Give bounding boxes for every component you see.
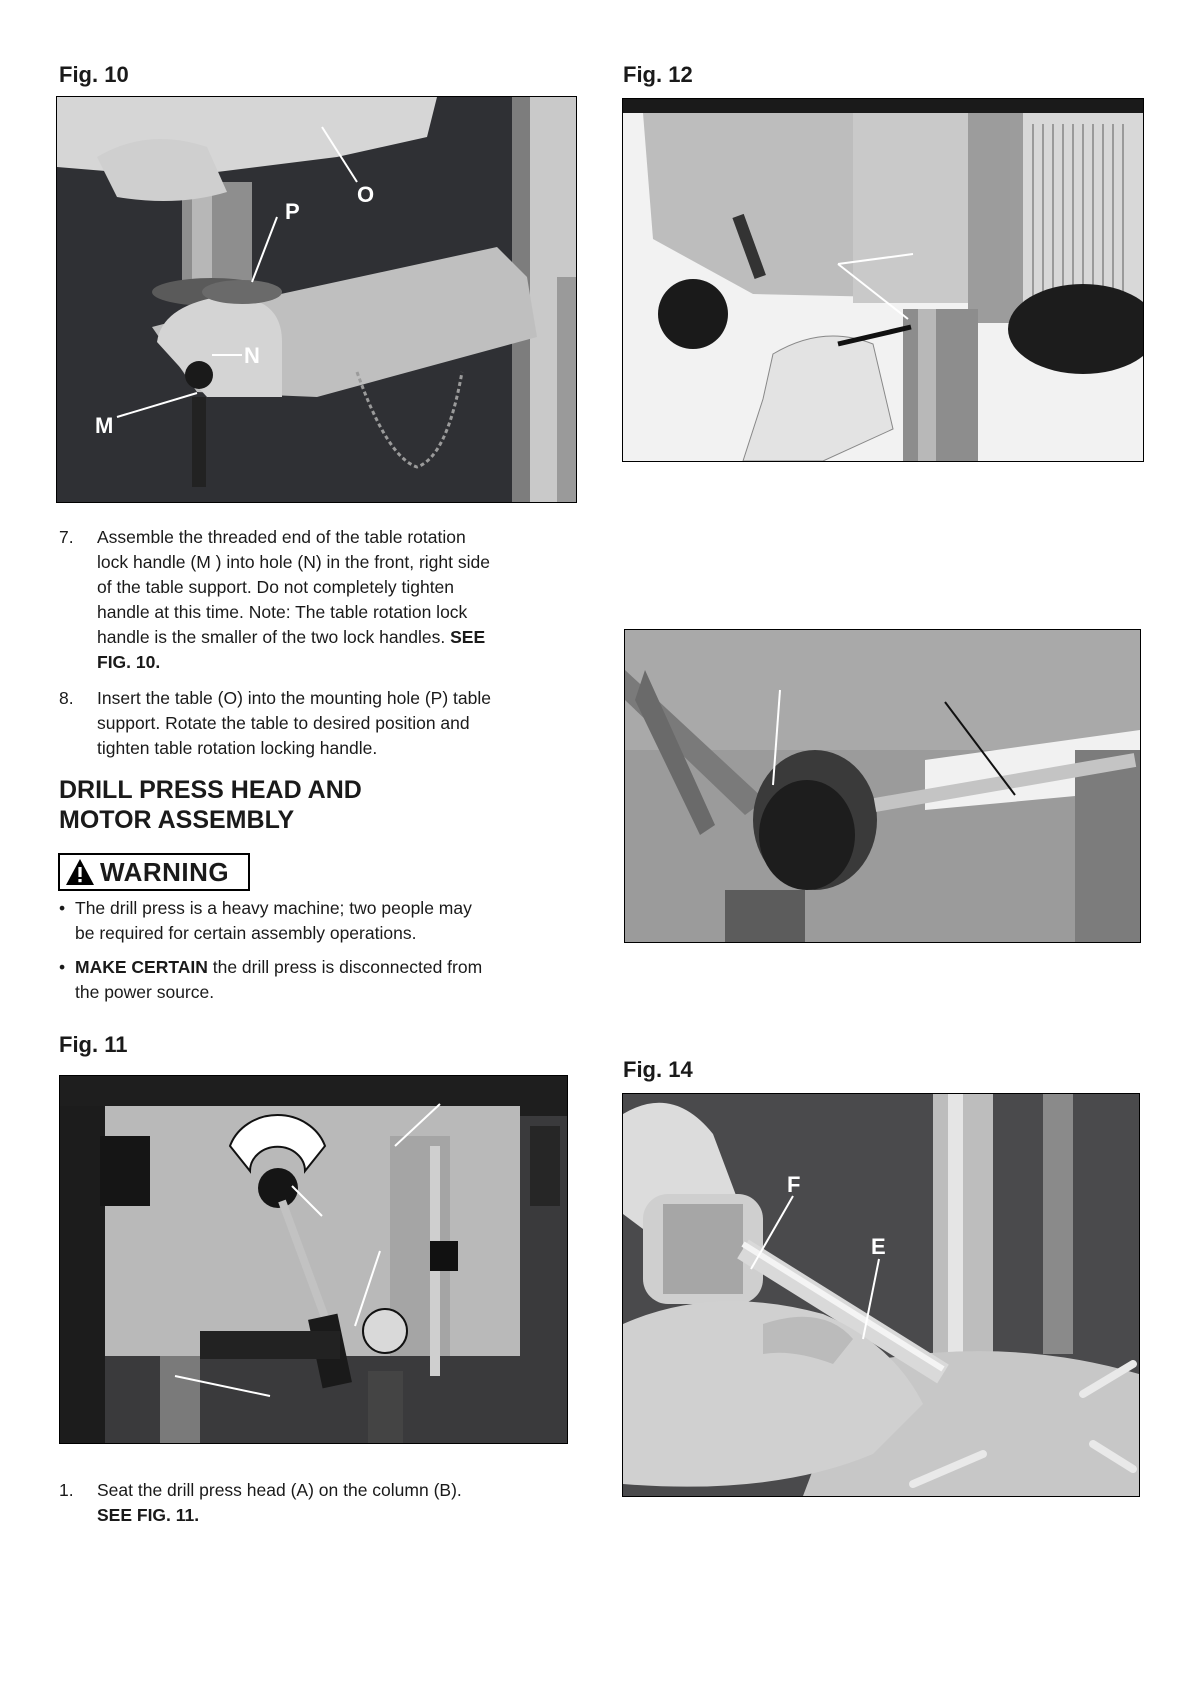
- bullet-dot: •: [59, 957, 66, 977]
- bullet-line: The drill press is a heavy machine; two people may: [75, 898, 472, 918]
- bullet-line: the power source.: [75, 982, 215, 1002]
- step-8-line: tighten table rotation locking handle.: [97, 738, 378, 758]
- callout-n: N: [244, 343, 260, 368]
- section-heading: [59, 775, 362, 835]
- fig-14-label: Fig. 14: [623, 1057, 693, 1082]
- fig-11-photo: [59, 1075, 568, 1444]
- step-8-line: support. Rotate the table to desired position and: [97, 713, 470, 733]
- callout-f: F: [787, 1172, 801, 1197]
- step-8-number: 8.: [59, 688, 74, 708]
- warning-box: [58, 853, 250, 891]
- step-7-line: Assemble the threaded end of the table rotation: [97, 527, 466, 547]
- bullet-line: the drill press is disconnected from: [207, 957, 483, 977]
- step-7-line: handle at this time. Note: The table rotation lock: [97, 602, 468, 622]
- step-1: [59, 1478, 579, 1530]
- warning-label: WARNING: [100, 856, 230, 887]
- fig-11-label: Fig. 11: [59, 1032, 128, 1057]
- step-7: [59, 525, 579, 675]
- section-heading-line: DRILL PRESS HEAD AND: [59, 776, 362, 804]
- fig-10-photo: [56, 96, 577, 503]
- fig-12-label: Fig. 12: [623, 62, 693, 87]
- bullet-bold: MAKE CERTAIN: [75, 957, 208, 977]
- fig-12-photo: [622, 98, 1144, 462]
- step-8-line: Insert the table (O) into the mounting hole (P) table: [97, 688, 491, 708]
- bullet-item: [59, 896, 579, 948]
- step-7-line: of the table support. Do not completely tighten: [97, 577, 455, 597]
- warning-triangle-icon: [65, 858, 95, 886]
- callout-e: E: [871, 1234, 886, 1259]
- step-7-line: lock handle (M ) into hole (N) in the front, right side: [97, 552, 490, 572]
- fig-10-label: Fig. 10: [59, 62, 129, 87]
- step-7-number: 7.: [59, 527, 74, 547]
- step-7-ref: FIG. 10.: [97, 652, 161, 672]
- callout-o: O: [357, 182, 375, 207]
- step-7-see: SEE: [450, 627, 486, 647]
- step-7-line: handle is the smaller of the two lock handles.: [97, 627, 446, 647]
- step-1-ref: SEE FIG. 11.: [97, 1505, 200, 1525]
- section-heading-line: MOTOR ASSEMBLY: [59, 806, 295, 834]
- fig-14-photo: [622, 1093, 1140, 1497]
- step-1-number: 1.: [59, 1480, 74, 1500]
- bullet-line: be required for certain assembly operations.: [75, 923, 417, 943]
- bullet-item: [59, 955, 579, 1007]
- callout-m: M: [95, 413, 114, 438]
- bullet-dot: •: [59, 898, 66, 918]
- step-1-line: Seat the drill press head (A) on the column (B).: [97, 1480, 462, 1500]
- fig-13-photo: [624, 629, 1141, 943]
- callout-p: P: [285, 199, 300, 224]
- step-8: [59, 686, 579, 766]
